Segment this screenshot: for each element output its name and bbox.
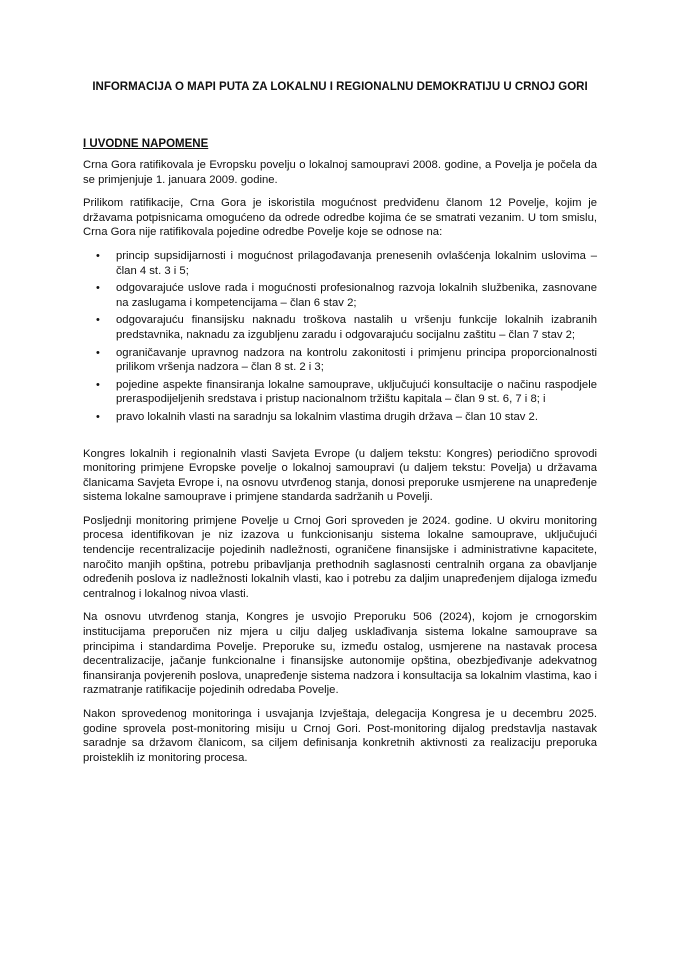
list-item-text: ograničavanje upravnog nadzora na kontrolu zakonitosti i primjenu principa proporcionalnosti prilikom vršenja nadzora – član 8 st. 2 i 3; [116, 346, 597, 374]
list-item [96, 249, 597, 278]
bullet-icon: • [96, 410, 100, 423]
list-item-text: pojedine aspekte finansiranja lokalne samouprave, uključujući konsultacije o načinu raspodjele preraspodijeljenih sredstava i pristup nacionalnom tržištu kapitala – član 9 st. 6, 7 i 8; i [116, 378, 597, 406]
paragraph-congress: Kongres lokalnih i regionalnih vlasti Savjeta Evrope (u daljem tekstu: Kongres) periodično sprovodi monitoring primjene Evropske povelje o lokalnoj samoupravi (u daljem tekstu: Povelja) u državama članicama Savjeta Evrope i, na osnovu utvrđenog stanja, donosi preporuke usmjerene na unapređenje sistema lokalne samouprave i primjene standarda sadržanih u Povelji. [83, 447, 597, 504]
paragraph-monitoring: Posljednji monitoring primjene Povelje u Crnoj Gori sproveden je 2024. godine. U okviru monitoring procesa identifikovan je niz izazova u funkcionisanju sistema lokalne samouprave, uključujući tendencije recentralizacije pojedinih nadležnosti, ograničene finansijske i administrativne kapacitete, naročito manjih opština, potrebu pribavljanja prethodnih saglasnosti centralnih organa za obavljanje određenih poslova iz nadležnosti lokalnih vlasti, kao i potrebu za daljim unapređenjem dijaloga između centralnog i lokalnog nivoa vlasti. [83, 514, 597, 600]
bullet-list [83, 249, 597, 425]
bullet-icon: • [96, 378, 100, 391]
list-item-text: princip supsidijarnosti i mogućnost prilagođavanja prenesenih ovlašćenja lokalnim uslovima – član 4 st. 3 i 5; [116, 249, 597, 277]
paragraph-ratification: Crna Gora ratifikovala je Evropsku povelju o lokalnoj samoupravi 2008. godine, a Povelja je počela da se primjenjuje 1. januara 2009. godine. [83, 159, 597, 186]
section-heading: I UVODNE NAPOMENE [83, 138, 209, 150]
paragraph-post-monitoring: Nakon sprovedenog monitoringa i usvajanja Izvještaja, delegacija Kongresa je u decembru 2025. godine sprovela post-monitoring misiju u Crnoj Gori. Post-monitoring dijalog predstavlja nastavak saradnje sa državom članicom, sa ciljem definisanja konkretnih aktivnosti za realizaciju preporuka proisteklih iz monitoring procesa. [83, 708, 597, 764]
bullet-icon: • [96, 282, 100, 295]
bullet-icon: • [96, 249, 100, 262]
document-title: INFORMACIJA O MAPI PUTA ZA LOKALNU I REGIONALNU DEMOKRATIJU U CRNOJ GORI [92, 81, 588, 93]
list-item-text: pravo lokalnih vlasti na saradnju sa lokalnim vlastima drugih država – član 10 stav 2. [116, 410, 538, 423]
list-item [96, 378, 597, 407]
list-item-text: odgovarajuće uslove rada i mogućnosti profesionalnog razvoja lokalnih službenika, zasnovane na zaslugama i kompetencijama – član 6 stav 2; [116, 282, 597, 309]
list-item [96, 281, 597, 310]
list-item-text: odgovarajuću finansijsku naknadu troškova nastalih u vršenju funkcije lokalnih izabranih predstavnika, naknadu za izgubljenu zaradu i odgovarajuću socijalnu zaštitu – član 7 stav 2; [116, 314, 597, 341]
list-item [96, 410, 597, 425]
paragraph-article-12: Prilikom ratifikacije, Crna Gora je iskoristila mogućnost predviđenu članom 12 Povelje, kojim je državama potpisnicama omogućeno da odrede odredbe kojima će se smatrati vezanim. U tom smislu, Crna Gora nije ratifikovala pojedine odredbe Povelje koje se odnose na: [83, 197, 597, 239]
list-item [96, 313, 597, 342]
list-item [96, 346, 597, 375]
paragraph-recommendation: Na osnovu utvrđenog stanja, Kongres je usvojio Preporuku 506 (2024), kojom je crnogorskim institucijama preporučen niz mjera u cilju daljeg usklađivanja sistema lokalne samouprave sa principima i standardima Povelje. Preporuke su, između ostalog, usmjerene na nastavak procesa decentralizacije, jačanje funkcionalne i finansijske autonomije opština, obezbjeđivanje adekvatnog finansiranja povjerenih poslova, unapređenje sistema nadzora i konsultacija sa lokalnim vlastima, kao i razmatranje ratifikacije pojedinih odredaba Povelje. [83, 611, 597, 697]
bullet-icon: • [96, 346, 100, 359]
bullet-icon: • [96, 314, 100, 327]
